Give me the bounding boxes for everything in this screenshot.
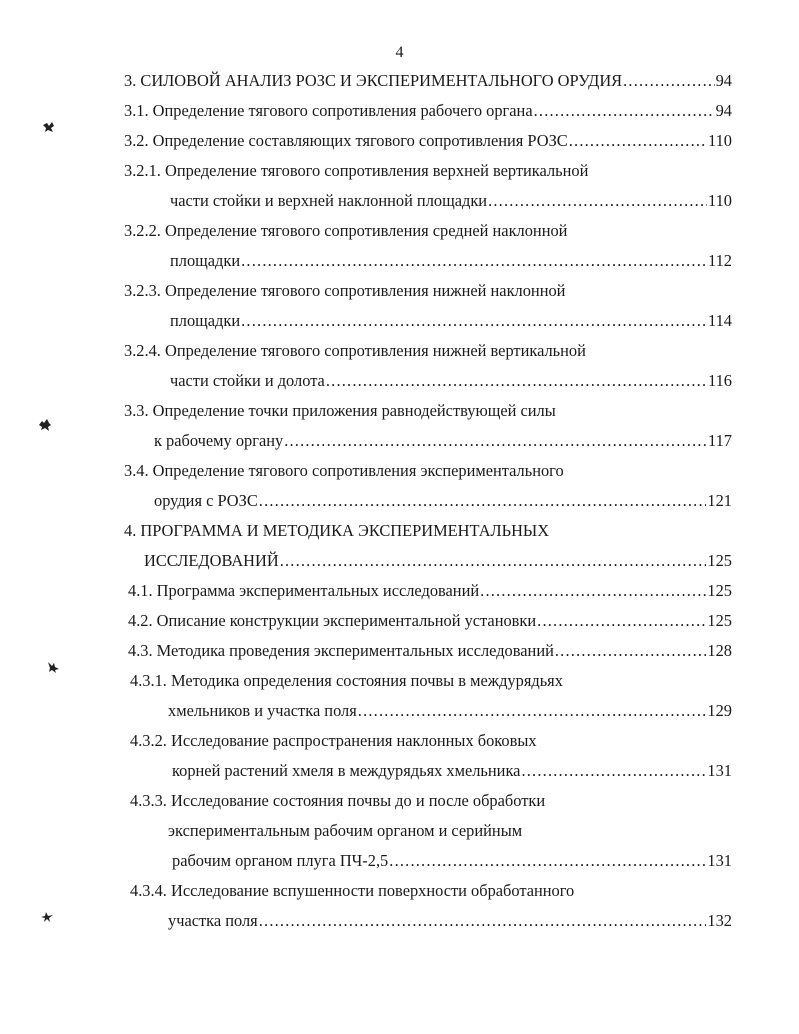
toc-entry-text: площадки <box>170 251 241 270</box>
toc-entry-text: 3.2. Определение составляющих тягового сопротивления РОЗС <box>124 131 568 150</box>
toc-entry <box>124 278 732 304</box>
toc-entry-text: части стойки и верхней наклонной площадки <box>170 191 488 210</box>
toc-entry-text: 3.3. Определение точки приложения равнодействующей силы <box>124 401 556 420</box>
scan-mark-icon <box>46 660 60 674</box>
toc-entry-page: 94 <box>715 71 732 90</box>
toc-entry <box>168 698 732 724</box>
leader-dots <box>488 188 707 214</box>
toc-entry-page: 112 <box>708 251 732 270</box>
toc-entry-text: 4.3. Методика проведения экспериментальных исследований <box>128 641 554 660</box>
toc-entry-text: 4.3.4. Исследование вспушенности поверхности обработанного <box>130 881 575 900</box>
toc-entry-page: 128 <box>707 641 732 660</box>
toc-entry-page: 125 <box>707 611 732 630</box>
toc-entry-text: корней растений хмеля в междурядьях хмельника <box>172 761 521 780</box>
toc-entry <box>154 428 732 454</box>
toc-entry-text: 3.2.3. Определение тягового сопротивления нижней наклонной <box>124 281 566 300</box>
toc-entry-page: 117 <box>708 431 732 450</box>
toc-entry <box>172 758 732 784</box>
scan-mark-icon <box>38 418 52 432</box>
leader-dots <box>569 128 707 154</box>
toc-entry <box>154 488 732 514</box>
toc-entry-text: хмельников и участка поля <box>168 701 357 720</box>
leader-dots <box>480 578 706 604</box>
toc-entry-text: 4.2. Описание конструкции экспериментальной установки <box>128 611 537 630</box>
toc-entry <box>130 788 732 814</box>
leader-dots <box>241 248 707 274</box>
toc-entry-text: к рабочему органу <box>154 431 284 450</box>
toc-entry <box>130 728 732 754</box>
toc-entry <box>168 818 732 844</box>
toc-entry-text: 3.2.2. Определение тягового сопротивления средней наклонной <box>124 221 568 240</box>
toc-entry-page: 125 <box>707 581 732 600</box>
toc-entry <box>124 338 732 364</box>
toc-entry <box>124 158 732 184</box>
toc-entry-text: 4. ПРОГРАММА И МЕТОДИКА ЭКСПЕРИМЕНТАЛЬНЫХ <box>124 521 550 540</box>
toc-entry-text: площадки <box>170 311 241 330</box>
leader-dots <box>537 608 706 634</box>
leader-dots <box>555 638 707 664</box>
leader-dots <box>534 98 715 124</box>
toc-entry <box>124 398 732 424</box>
leader-dots <box>358 698 707 724</box>
toc-entry-text: орудия с РОЗС <box>154 491 258 510</box>
toc-entry-text: 3.2.1. Определение тягового сопротивления верхней вертикальной <box>124 161 589 180</box>
toc-entry-text: 3.4. Определение тягового сопротивления экспериментального <box>124 461 564 480</box>
toc-entry <box>124 68 732 94</box>
toc-entry <box>128 638 732 664</box>
page-number: 4 <box>395 44 404 61</box>
toc-entry <box>170 308 732 334</box>
toc-entry <box>128 578 732 604</box>
toc-entry <box>130 668 732 694</box>
leader-dots <box>521 758 706 784</box>
leader-dots <box>326 368 707 394</box>
toc-entry <box>124 218 732 244</box>
leader-dots <box>259 488 707 514</box>
toc-entry-page: 125 <box>707 551 732 570</box>
toc-entry-page: 116 <box>708 371 732 390</box>
leader-dots <box>241 308 707 334</box>
toc-entry <box>170 248 732 274</box>
toc-entry <box>170 368 732 394</box>
leader-dots <box>259 908 707 934</box>
scan-mark-icon <box>40 910 54 924</box>
leader-dots <box>389 848 706 874</box>
leader-dots <box>623 68 715 94</box>
toc-entry-page: 121 <box>707 491 732 510</box>
toc-entry-text: 3.2.4. Определение тягового сопротивления нижней вертикальной <box>124 341 586 360</box>
toc-entry <box>124 128 732 154</box>
toc-entry-page: 132 <box>707 911 732 930</box>
toc-entry-text: экспериментальным рабочим органом и серийным <box>168 821 523 840</box>
toc-entry-text: ИССЛЕДОВАНИЙ <box>144 551 279 570</box>
toc-entry <box>124 458 732 484</box>
toc-entry <box>130 878 732 904</box>
toc-entry-text: 4.3.2. Исследование распространения наклонных боковых <box>130 731 537 750</box>
toc-entry-page: 110 <box>708 131 732 150</box>
toc-entry-text: 3.1. Определение тягового сопротивления рабочего органа <box>124 101 533 120</box>
toc-entry-page: 114 <box>708 311 732 330</box>
toc-entry <box>168 908 732 934</box>
toc-entry-text: участка поля <box>168 911 258 930</box>
toc-entry <box>172 848 732 874</box>
toc-entry <box>128 608 732 634</box>
toc-entry-page: 110 <box>708 191 732 210</box>
toc-entry-page: 131 <box>707 761 732 780</box>
toc-entry-text: рабочим органом плуга ПЧ-2,5 <box>172 851 389 870</box>
toc-entry-text: части стойки и долота <box>170 371 325 390</box>
toc-entry-text: 4.3.1. Методика определения состояния почвы в междурядьях <box>130 671 563 690</box>
toc-entry-text: 3. СИЛОВОЙ АНАЛИЗ РОЗС И ЭКСПЕРИМЕНТАЛЬНОГО ОРУДИЯ <box>124 71 623 90</box>
toc-entry-page: 129 <box>707 701 732 720</box>
toc-entry <box>170 188 732 214</box>
toc-entry-page: 94 <box>715 101 732 120</box>
scan-mark-icon <box>42 120 56 134</box>
toc-entry <box>144 548 732 574</box>
toc-entry <box>124 518 732 544</box>
toc-entry-page: 131 <box>707 851 732 870</box>
toc-entry-text: 4.1. Программа экспериментальных исследований <box>128 581 480 600</box>
toc-entry-text: 4.3.3. Исследование состояния почвы до и после обработки <box>130 791 546 810</box>
leader-dots <box>280 548 707 574</box>
toc-entry <box>124 98 732 124</box>
leader-dots <box>284 428 707 454</box>
